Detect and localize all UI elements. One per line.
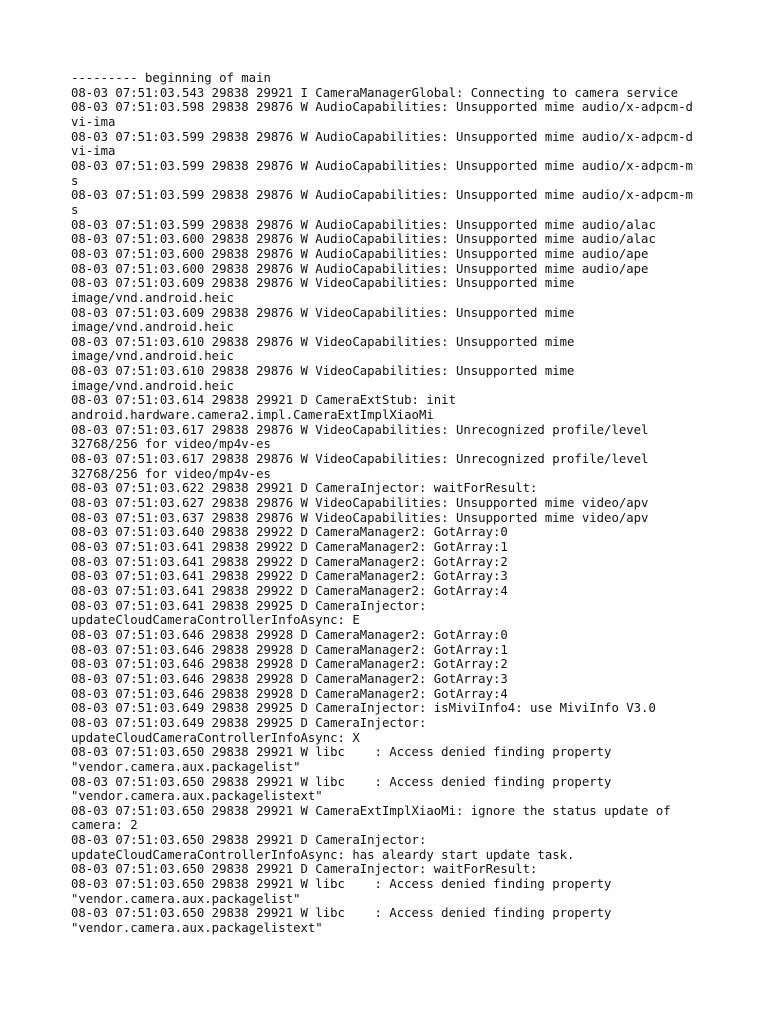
log-line: 08-03 07:51:03.600 29838 29876 W AudioCapabilities: Unsupported mime audio/ape <box>71 261 649 276</box>
log-line: 08-03 07:51:03.627 29838 29876 W VideoCapabilities: Unsupported mime video/apv <box>71 496 649 511</box>
log-line: 08-03 07:51:03.599 29838 29876 W AudioCapabilities: Unsupported mime audio/x-adpcm-dvi-ima <box>71 129 693 159</box>
log-line: 08-03 07:51:03.646 29838 29928 D CameraManager2: GotArray:3 <box>71 671 508 686</box>
log-output <box>71 71 699 936</box>
log-line: 08-03 07:51:03.641 29838 29922 D CameraManager2: GotArray:3 <box>71 569 508 584</box>
log-line: 08-03 07:51:03.637 29838 29876 W VideoCapabilities: Unsupported mime video/apv <box>71 510 649 525</box>
log-line: 08-03 07:51:03.650 29838 29921 D CameraInjector: waitForResult: <box>71 862 538 877</box>
log-line: 08-03 07:51:03.609 29838 29876 W VideoCapabilities: Unsupported mime image/vnd.android.heic <box>71 276 575 305</box>
log-line: 08-03 07:51:03.641 29838 29925 D CameraInjector: updateCloudCameraControllerInfoAsync: E <box>71 598 427 628</box>
log-line: 08-03 07:51:03.641 29838 29922 D CameraManager2: GotArray:1 <box>71 540 508 554</box>
log-line: 08-03 07:51:03.650 29838 29921 W libc : Access denied finding property "vendor.camera.aux.packagelist" <box>71 877 612 906</box>
log-line: 08-03 07:51:03.622 29838 29921 D CameraInjector: waitForResult: <box>71 481 538 496</box>
log-line: 08-03 07:51:03.617 29838 29876 W VideoCapabilities: Unrecognized profile/level 32768/256 for video/mp4v-es <box>71 422 649 452</box>
log-line: 08-03 07:51:03.610 29838 29876 W VideoCapabilities: Unsupported mime image/vnd.android.heic <box>71 364 575 393</box>
log-line: 08-03 07:51:03.650 29838 29921 W libc : Access denied finding property "vendor.camera.aux.packagelist" <box>71 745 612 774</box>
log-line: 08-03 07:51:03.650 29838 29921 W CameraExtImplXiaoMi: ignore the status update of camera: 2 <box>71 803 671 833</box>
log-line: 08-03 07:51:03.600 29838 29876 W AudioCapabilities: Unsupported mime audio/ape <box>71 246 649 261</box>
log-line: 08-03 07:51:03.610 29838 29876 W VideoCapabilities: Unsupported mime image/vnd.android.heic <box>71 334 575 364</box>
log-line: 08-03 07:51:03.641 29838 29922 D CameraManager2: GotArray:2 <box>71 554 508 569</box>
log-line: 08-03 07:51:03.599 29838 29876 W AudioCapabilities: Unsupported mime audio/alac <box>71 217 656 232</box>
log-line: 08-03 07:51:03.598 29838 29876 W AudioCapabilities: Unsupported mime audio/x-adpcm-dvi-ima <box>71 100 693 129</box>
log-line: 08-03 07:51:03.646 29838 29928 D CameraManager2: GotArray:2 <box>71 657 508 672</box>
log-line: 08-03 07:51:03.650 29838 29921 D CameraInjector: updateCloudCameraControllerInfoAsync: has aleardy start update task. <box>71 833 575 862</box>
log-line: --------- beginning of main <box>71 71 271 85</box>
log-line: 08-03 07:51:03.543 29838 29921 I CameraManagerGlobal: Connecting to camera service <box>71 85 679 100</box>
log-line: 08-03 07:51:03.600 29838 29876 W AudioCapabilities: Unsupported mime audio/alac <box>71 232 656 247</box>
log-line: 08-03 07:51:03.614 29838 29921 D CameraExtStub: init android.hardware.camera2.impl.CameraExtImplXiaoMi <box>71 393 456 423</box>
log-line: 08-03 07:51:03.650 29838 29921 W libc : Access denied finding property "vendor.camera.aux.packagelistext" <box>71 906 612 936</box>
log-line: 08-03 07:51:03.649 29838 29925 D CameraInjector: isMiviInfo4: use MiviInfo V3.0 <box>71 701 656 716</box>
log-line: 08-03 07:51:03.641 29838 29922 D CameraManager2: GotArray:4 <box>71 583 508 598</box>
log-line: 08-03 07:51:03.646 29838 29928 D CameraManager2: GotArray:1 <box>71 642 508 657</box>
log-line: 08-03 07:51:03.646 29838 29928 D CameraManager2: GotArray:4 <box>71 686 508 701</box>
log-line: 08-03 07:51:03.617 29838 29876 W VideoCapabilities: Unrecognized profile/level 32768/256 for video/mp4v-es <box>71 452 649 481</box>
log-line: 08-03 07:51:03.650 29838 29921 W libc : Access denied finding property "vendor.camera.aux.packagelistext" <box>71 774 612 804</box>
log-line: 08-03 07:51:03.640 29838 29922 D CameraManager2: GotArray:0 <box>71 525 508 540</box>
log-line: 08-03 07:51:03.609 29838 29876 W VideoCapabilities: Unsupported mime image/vnd.android.heic <box>71 305 575 335</box>
log-line: 08-03 07:51:03.599 29838 29876 W AudioCapabilities: Unsupported mime audio/x-adpcm-ms <box>71 188 693 217</box>
log-line: 08-03 07:51:03.646 29838 29928 D CameraManager2: GotArray:0 <box>71 627 508 642</box>
log-line: 08-03 07:51:03.649 29838 29925 D CameraInjector: updateCloudCameraControllerInfoAsync: X <box>71 715 427 745</box>
log-line: 08-03 07:51:03.599 29838 29876 W AudioCapabilities: Unsupported mime audio/x-adpcm-ms <box>71 158 693 188</box>
